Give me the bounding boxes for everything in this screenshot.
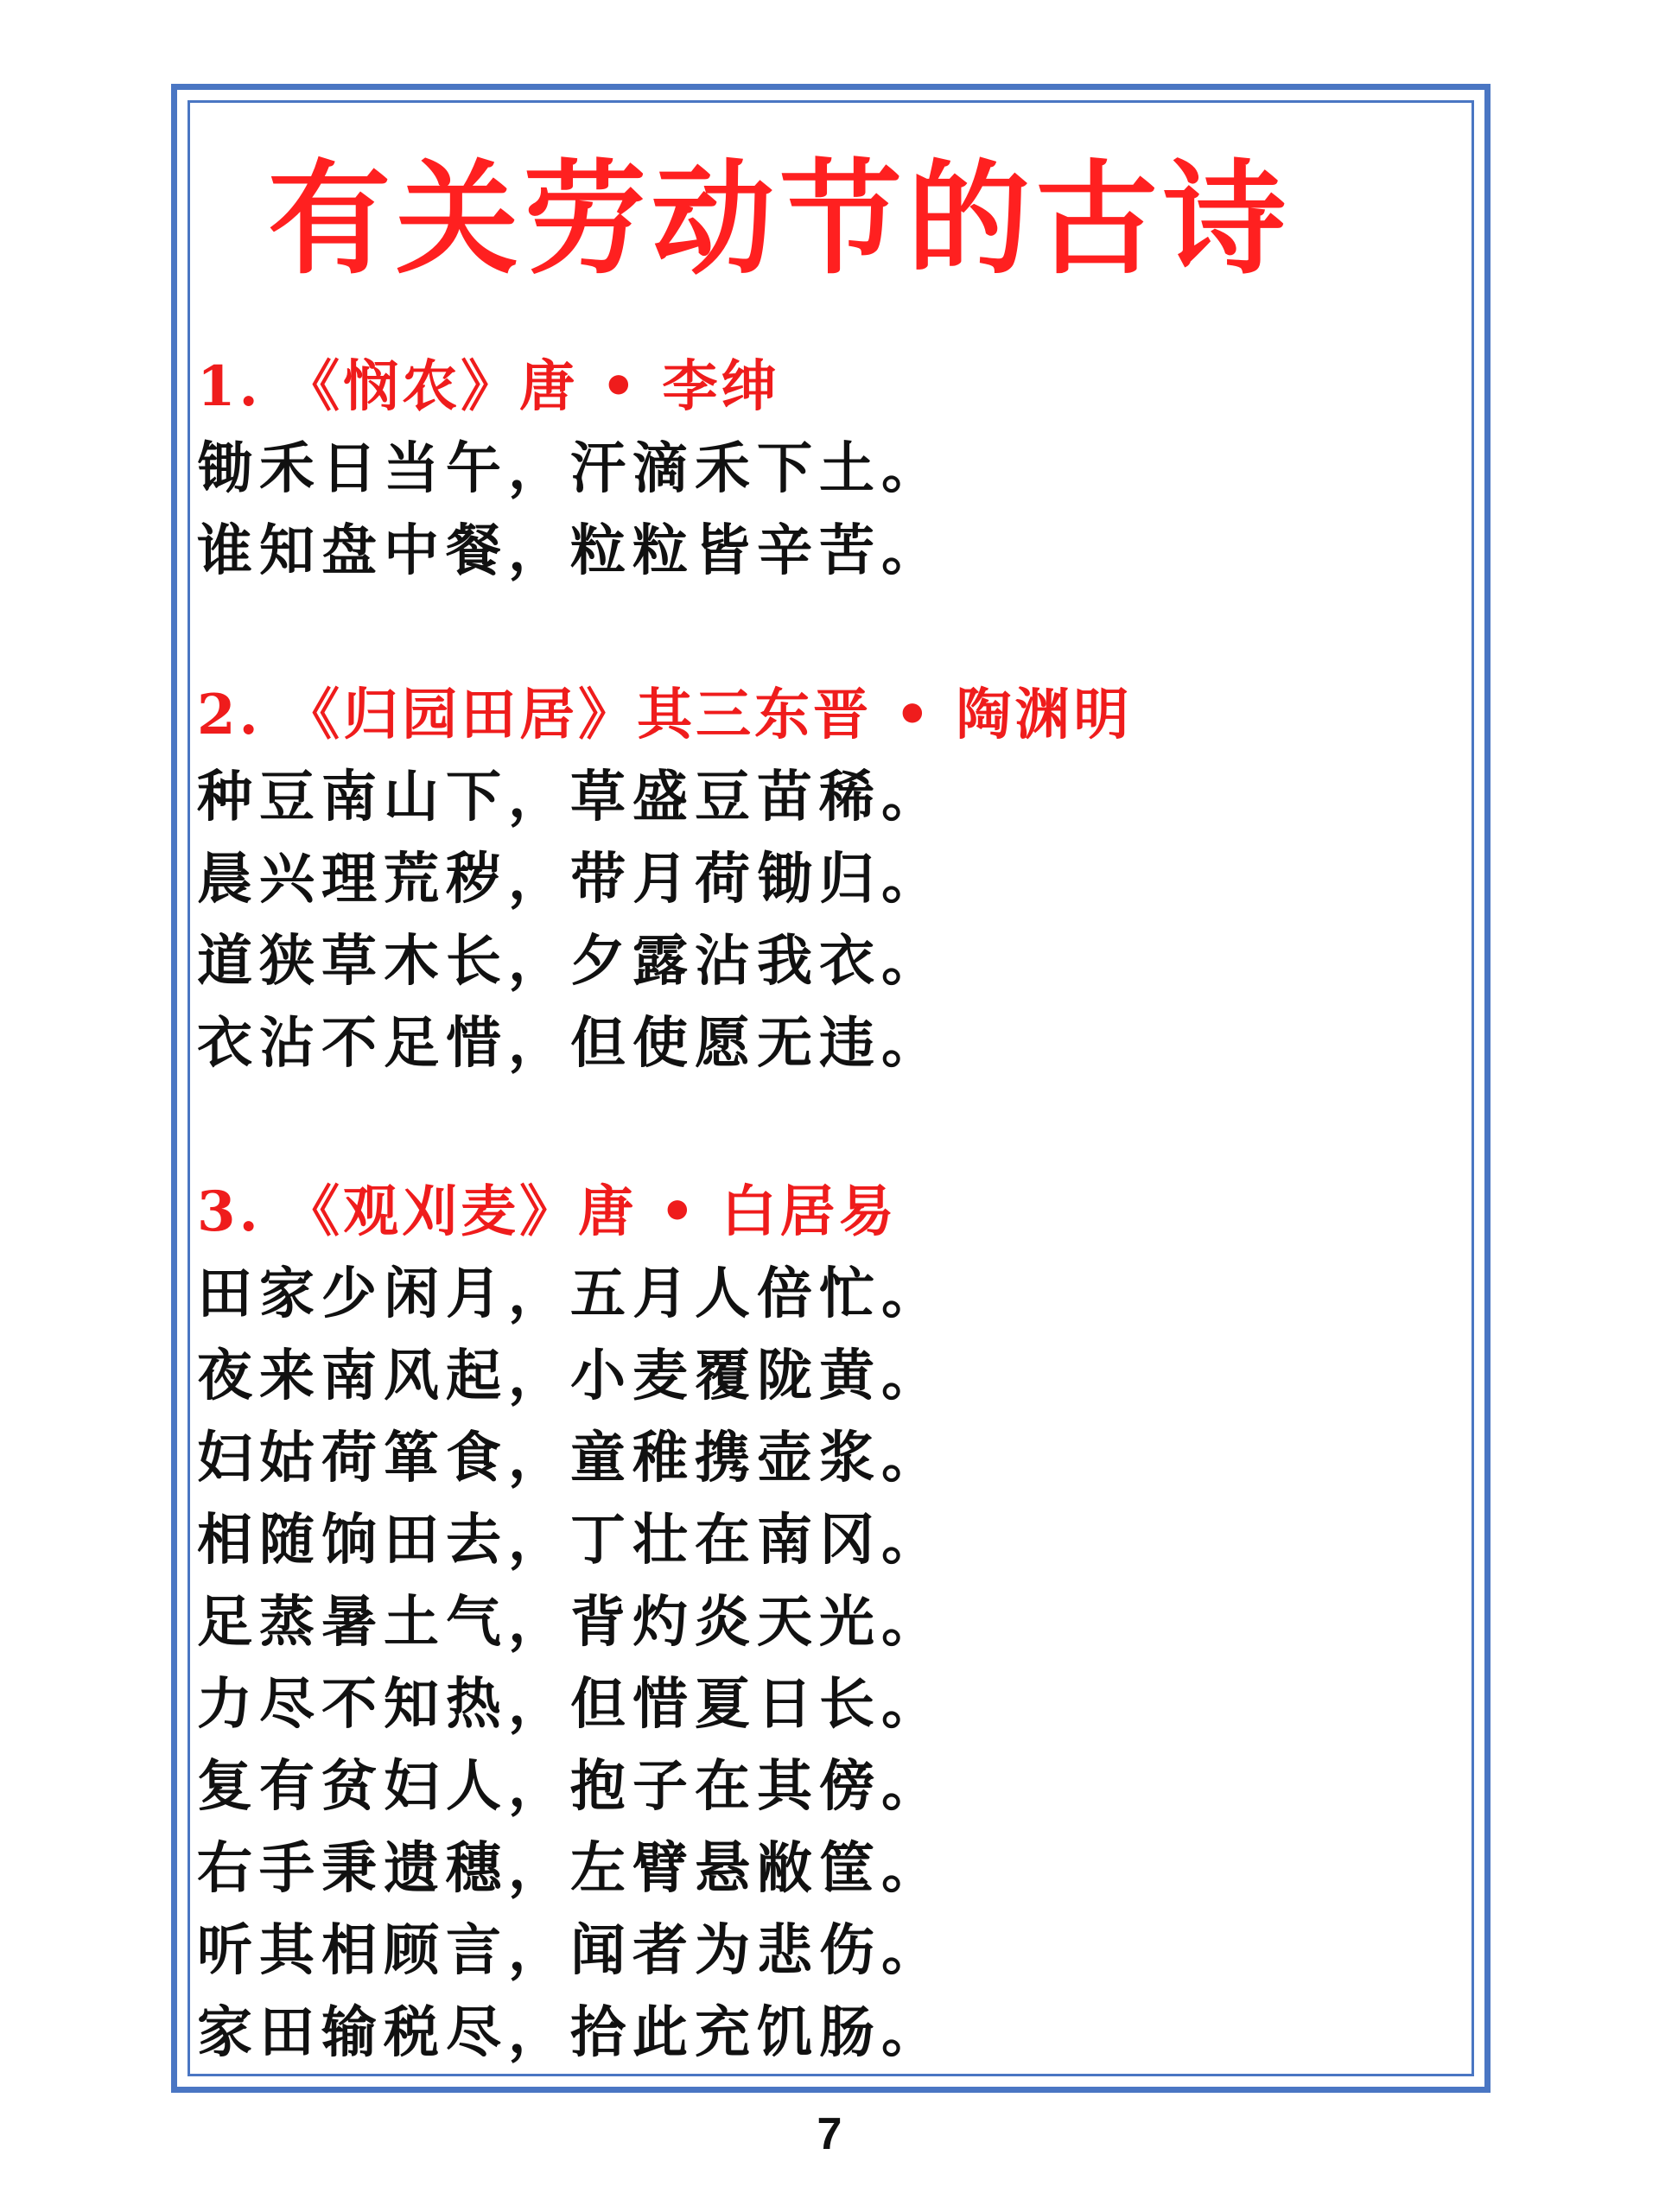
poem-line: 家田输税尽，拾此充饥肠。 — [197, 2000, 944, 2065]
poem-line: 足蒸暑土气，背灼炎天光。 — [197, 1590, 944, 1655]
poem-line: 听其相顾言，闻者为悲伤。 — [197, 1918, 944, 1983]
poem-2 — [197, 674, 1133, 1084]
poem-line: 锄禾日当午，汗滴禾下土。 — [197, 436, 944, 501]
page-title: 有关劳动节的古诗 — [268, 149, 1291, 291]
poem-heading: 3. 《观刈麦》唐 • 白居易 — [197, 1179, 898, 1244]
poem-line: 力尽不知热，但惜夏日长。 — [197, 1672, 944, 1737]
poem-heading: 2. 《归园田居》其三东晋 • 陶渊明 — [197, 683, 1133, 747]
page-number: 7 — [817, 2109, 842, 2159]
poem-line: 复有贫妇人，抱子在其傍。 — [197, 1754, 944, 1819]
poem-line: 衣沾不足惜，但使愿无违。 — [197, 1011, 944, 1076]
poem-line: 田家少闲月，五月人倍忙。 — [197, 1262, 944, 1326]
poem-heading: 1. 《悯农》唐 • 李绅 — [197, 354, 780, 419]
poem-line: 晨兴理荒秽，带月荷锄归。 — [197, 847, 944, 912]
poem-1 — [197, 346, 944, 592]
poem-line: 相随饷田去，丁壮在南冈。 — [197, 1508, 944, 1573]
poem-line: 右手秉遗穗，左臂悬敝筐。 — [197, 1836, 944, 1901]
poem-line: 种豆南山下，草盛豆苗稀。 — [197, 765, 944, 830]
poem-3 — [197, 1171, 944, 2074]
poem-line: 谁知盘中餐，粒粒皆辛苦。 — [197, 518, 944, 583]
poem-line: 妇姑荷箪食，童稚携壶浆。 — [197, 1426, 944, 1491]
poem-line: 夜来南风起，小麦覆陇黄。 — [197, 1344, 944, 1408]
poem-line: 道狭草木长，夕露沾我衣。 — [197, 929, 944, 994]
